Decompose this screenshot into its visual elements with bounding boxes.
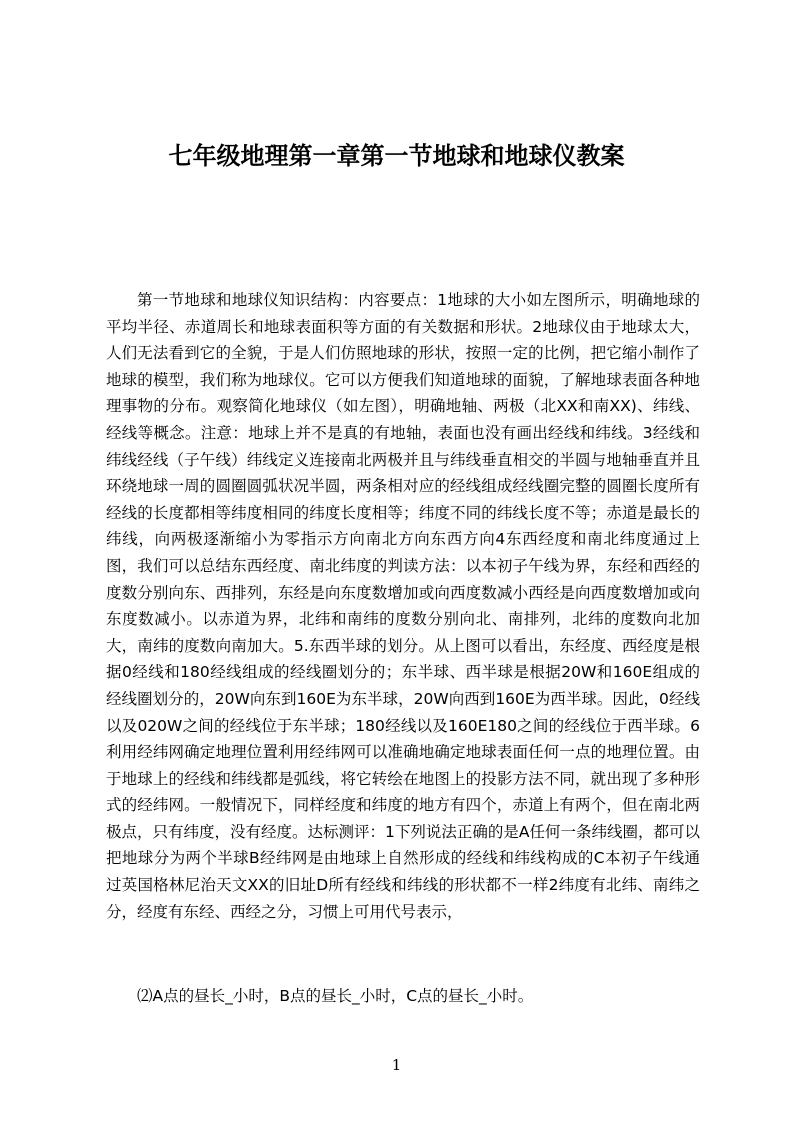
question-line: ⑵A点的昼长_小时，B点的昼长_小时，C点的昼长_小时。	[137, 987, 534, 1005]
body-paragraph: 第一节地球和地球仪知识结构：内容要点：1地球的大小如左图所示，明确地球的平均半径、赤道周长和地球表面积等方面的有关数据和形状。2地球仪由于地球太大，人们无法看到它的全貌，于是人们仿照地球的形状，按照一定的比例，把它缩小制作了地球的模型，我们称为地球仪。它可以方便我们知道地球的面貌，了解地球表面各种地理事物的分布。观察简化地球仪（如左图），明确地轴、两极（北XX和南XX)、纬线、经线等概念。注意：地球上并不是真的有地轴，表面也没有画出经线和纬线。3经线和纬线经线（子午线）纬线定义连接南北两极并且与纬线垂直相交的半圆与地轴垂直并且环绕地球一周的圆圈圆弧状况半圆，两条相对应的经线组成经线圈完整的圆圈长度所有经线的长度都相等纬度相同的纬度长度相等；纬度不同的纬线长度不等；赤道是最长的纬线，向两极逐渐缩小为零指示方向南北方向东西方向4东西经度和南北纬度通过上图，我们可以总结东西经度、南北纬度的判读方法：以本初子午线为界，东经和西经的度数分别向东、西排列，东经是向东度数增加或向西度数减小西经是向西度数增加或向东度数减小。以赤道为界，北纬和南纬的度数分别向北、南排列，北纬的度数向北加大，南纬的度数向南加大。5.东西半球的划分。从上图可以看出，东经度、西经度是根据0经线和180经线组成的经线圈划分的；东半球、西半球是根据20W和160E组成的经线圈划分的，20W向东到160E为东半球，20W向西到160E为西半球。因此，0经线以及020W之间的经线位于东半球；180经线以及160E180之间的经线位于西半球。6利用经纬网确定地理位置利用经纬网可以准确地确定地球表面任何一点的地理位置。由于地球上的经线和纬线都是弧线，将它转绘在地图上的投影方法不同，就出现了多种形式的经纬网。一般情况下，同样经度和纬度的地方有四个，赤道上有两个，但在南北两极点，只有纬度，没有经度。达标测评：1下列说法正确的是A任何一条纬线圈，都可以把地球分为两个半球B经纬网是由地球上自然形成的经线和纬线构成的C本初子午线通过英国格林尼治天文XX的旧址D所有经线和纬线的形状都不一样2纬度有北纬、南纬之分，经度有东经、西经之分，习惯上可用代号表示，	[106, 291, 700, 921]
page-number: 1	[391, 1056, 402, 1074]
document-title: 七年级地理第一章第一节地球和地球仪教案	[168, 142, 625, 170]
